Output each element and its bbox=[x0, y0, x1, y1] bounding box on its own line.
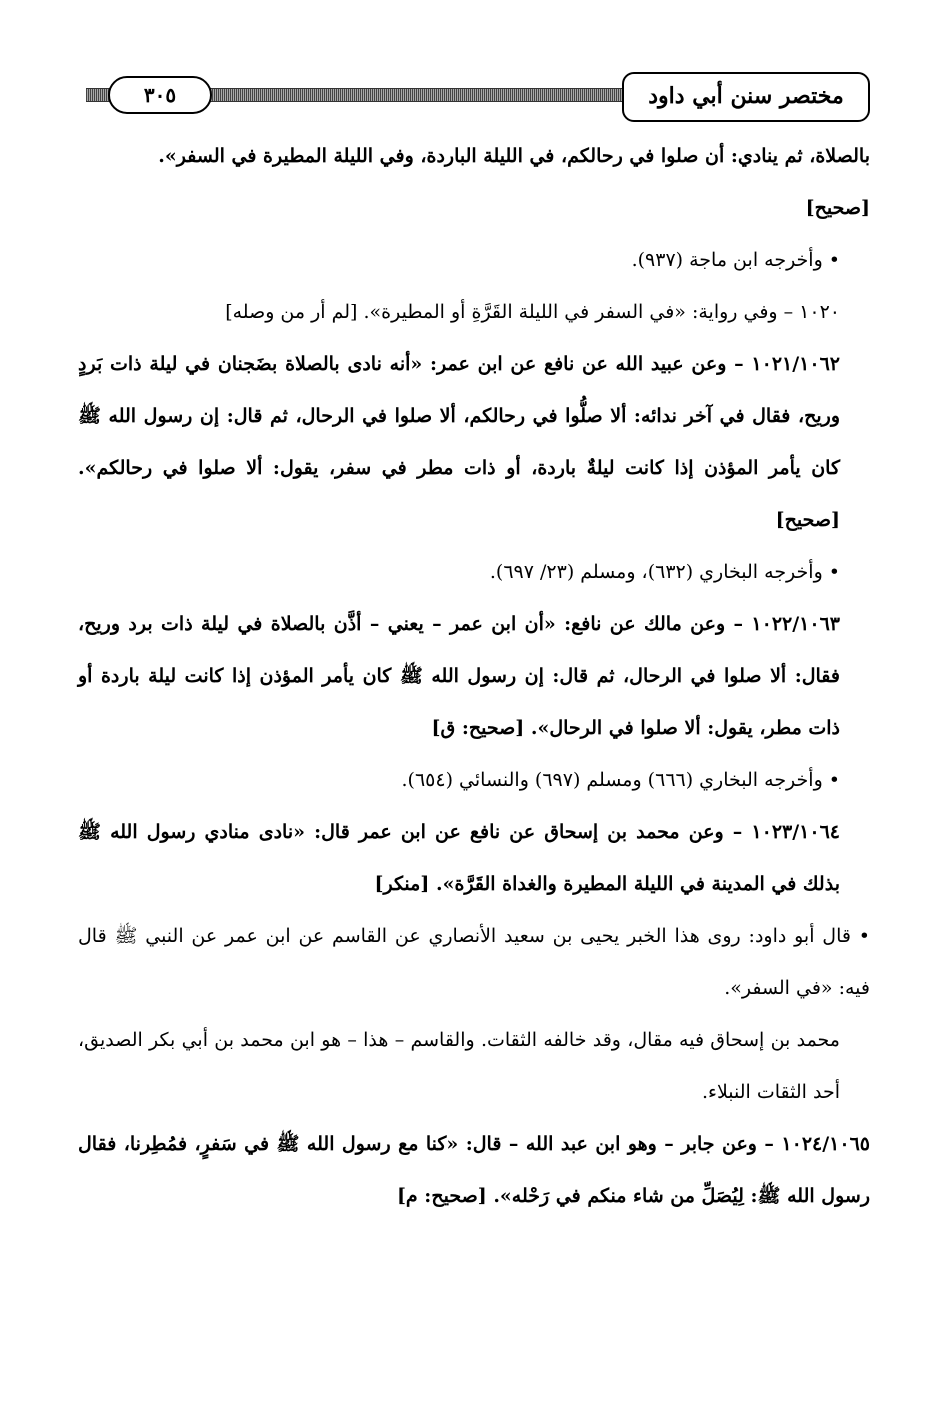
hadith-1063: ١٠٢٢/١٠٦٣ – وعن مالك عن نافع: «أن ابن عمر – يعني – أذَّن بالصلاة في ليلة ذات برد وريح، فقال: ألا صلوا في الرحال، ثم قال: إن رسول الله ﷺ كان يأمر المؤذن إذا كانت ليلة باردة أو ذات مطر، يقول: ألا صلوا في الرحال». [صحيح: ق] bbox=[78, 613, 840, 739]
takhrij-note: • وأخرجه ابن ماجة (٩٣٧). bbox=[631, 249, 840, 271]
hadith-1020: ١٠٢٠ – وفي رواية: «في السفر في الليلة القَرَّةِ أو المطيرة». [لم أر من وصله] bbox=[225, 301, 840, 323]
takhrij-note: • وأخرجه البخاري (٦٣٢)، ومسلم (٢٣/ ٦٩٧). bbox=[489, 561, 840, 583]
page-header bbox=[86, 72, 870, 124]
paragraph-continuation: بالصلاة، ثم ينادي: أن صلوا في رحالكم، في الليلة الباردة، وفي الليلة المطيرة في السفر». bbox=[158, 145, 870, 167]
abu-dawud-comment: • قال أبو داود: روى هذا الخبر يحيى بن سعيد الأنصاري عن القاسم عن ابن عمر عن النبي ﷺ قال فيه: «في السفر». bbox=[78, 925, 870, 999]
takhrij-note: • وأخرجه البخاري (٦٦٦) ومسلم (٦٩٧) والنسائي (٦٥٤). bbox=[401, 769, 840, 791]
hadith-1065: ١٠٢٤/١٠٦٥ – وعن جابر – وهو ابن عبد الله – قال: «كنا مع رسول الله ﷺ في سَفرٍ، فمُطِرنا، فقال رسول الله ﷺ: لِيُصَلِّ من شاء منكم في رَحْله». [صحيح: م] bbox=[78, 1133, 870, 1207]
grade-label: [صحيح] bbox=[805, 197, 870, 219]
commentary: محمد بن إسحاق فيه مقال، وقد خالفه الثقات. والقاسم – هذا – هو ابن محمد بن أبي بكر الصديق، أحد الثقات النبلاء. bbox=[78, 1029, 840, 1103]
page-number: ٣٠٥ bbox=[108, 76, 212, 114]
hadith-1064: ١٠٢٣/١٠٦٤ – وعن محمد بن إسحاق عن نافع عن ابن عمر قال: «نادى منادي رسول الله ﷺ بذلك في المدينة في الليلة المطيرة والغداة القَرَّة». [منكر] bbox=[78, 821, 840, 895]
book-title: مختصر سنن أبي داود bbox=[622, 72, 870, 122]
page-body bbox=[78, 130, 870, 1222]
hadith-1062: ١٠٢١/١٠٦٢ – وعن عبيد الله عن نافع عن ابن عمر: «أنه نادى بالصلاة بضَجنان في ليلة ذات بَردٍ وريح، فقال في آخر ندائه: ألا صلُّوا في رحالكم، ألا صلوا في الرحال، ثم قال: إن رسول الله ﷺ كان يأمر المؤذن إذا كانت ليلةٌ باردة، أو ذات مطر في سفر، يقول: ألا صلوا في رحالكم». [صحيح] bbox=[78, 353, 840, 531]
